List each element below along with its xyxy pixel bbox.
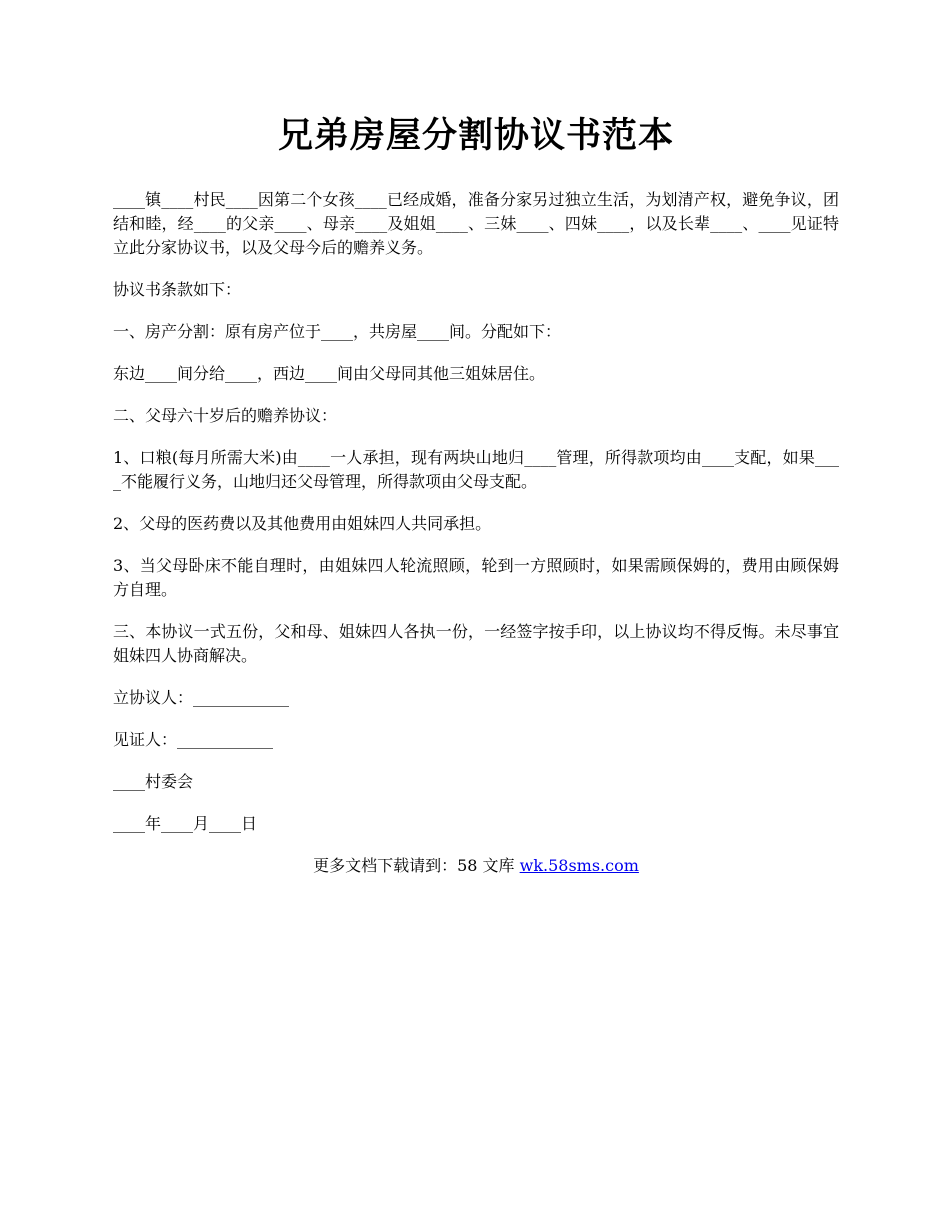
intro-paragraph: ____镇____村民____因第二个女孩____已经成婚，准备分家另过独立生活，为划清产权，避免争议，团结和睦，经____的父亲____、母亲____及姐姐____、三妹____、四妹____，以及长辈____、____见证特立此分家协议书，以及父母今后的赡养义务。 bbox=[113, 190, 839, 257]
footer-link[interactable]: wk.58sms.com bbox=[519, 856, 639, 875]
care-clause: 3、当父母卧床不能自理时，由姐妹四人轮流照顾，轮到一方照顾时，如果需顾保姆的，费用由顾保姆方自理。 bbox=[113, 556, 839, 599]
signatory-line: 立协议人：____________ bbox=[113, 688, 290, 707]
village-committee-line: ____村委会 bbox=[113, 772, 194, 791]
medical-expense-clause: 2、父母的医药费以及其他费用由姐妹四人共同承担。 bbox=[113, 514, 492, 533]
property-division-clause: 一、房产分割：原有房产位于____，共房屋____间。分配如下： bbox=[113, 322, 562, 341]
witness-line: 见证人：____________ bbox=[113, 730, 274, 749]
date-line: ____年____月____日 bbox=[113, 814, 258, 833]
copies-clause: 三、本协议一式五份，父和母、姐妹四人各执一份，一经签字按手印，以上协议均不得反悔。未尽事宜姐妹四人协商解决。 bbox=[113, 622, 839, 665]
support-agreement-heading: 二、父母六十岁后的赡养协议： bbox=[113, 406, 338, 425]
rice-ration-clause: 1、口粮(每月所需大米)由____一人承担，现有两块山地归____管理，所得款项均由____支配，如果____不能履行义务，山地归还父母管理，所得款项由父母支配。 bbox=[113, 448, 839, 491]
terms-heading: 协议书条款如下： bbox=[113, 280, 242, 299]
document-title: 兄弟房屋分割协议书范本 bbox=[277, 115, 674, 156]
document-page bbox=[113, 112, 839, 878]
footer-text: 更多文档下载请到：58 文库 bbox=[313, 856, 520, 875]
download-footer bbox=[113, 854, 839, 878]
property-allocation-clause: 东边____间分给____，西边____间由父母同其他三姐妹居住。 bbox=[113, 364, 546, 383]
